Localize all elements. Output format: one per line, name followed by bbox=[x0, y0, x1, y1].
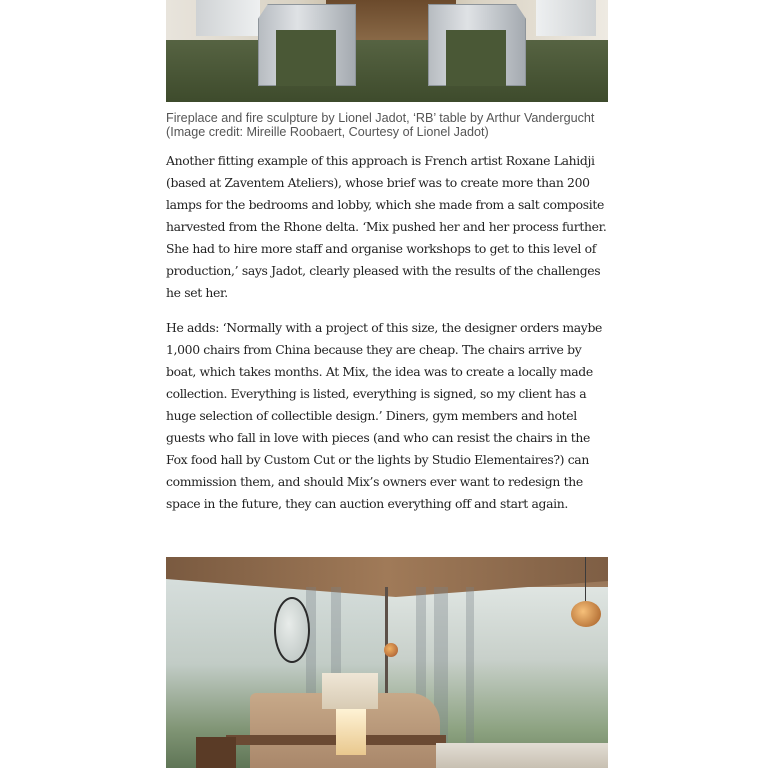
photo-lamp-cord bbox=[585, 557, 586, 603]
photo-floor bbox=[166, 40, 608, 102]
caption-credit: (Image credit: Mireille Roobaert, Courtesy of Lionel Jadot) bbox=[166, 124, 489, 139]
fireplace-photo bbox=[166, 0, 608, 102]
photo-table-lamp bbox=[336, 707, 366, 755]
photo-bench-left bbox=[196, 0, 260, 36]
article-paragraph-2: He adds: ‘Normally with a project of this size, the designer orders maybe 1,000 chairs from China because they are cheap. The chairs arrive by boat, which takes months. At Mix, the idea was to create a locally made collection. Everything is listed, everything is signed, so my client has a huge selection of collectible design.’ Diners, gym members and hotel guests who fall in love with pieces (and who can resist the chairs in the Fox food hall by Custom Cut or the lights by Studio Elementaires?) can commission them, and should Mix’s owners ever want to redesign the space in the future, they can auction everything off and start again. bbox=[166, 320, 603, 511]
article-paragraph-1: Another fitting example of this approach is French artist Roxane Lahidji (based at Zaventem Ateliers), whose brief was to create more than 200 lamps for the bedrooms and lobby, which she made from a salt composite harvested from the Rhone delta. ‘Mix pushed her and her process further. She had to hire more staff and organise workshops to get to this level of production,’ says Jadot, clearly pleased with the results of the challenges he set her. bbox=[166, 153, 607, 300]
photo-lamp-shade bbox=[322, 673, 378, 709]
bedroom-photo bbox=[166, 557, 608, 768]
photo-chair bbox=[196, 737, 236, 768]
photo-bench-right bbox=[536, 0, 596, 36]
photo-table-gap-right bbox=[446, 30, 506, 86]
photo-table-gap-left bbox=[276, 30, 336, 86]
photo-pendant-lamp-small bbox=[384, 643, 398, 657]
photo-pendant-lamp bbox=[571, 601, 601, 627]
article-column bbox=[166, 0, 608, 528]
photo-bed bbox=[436, 743, 608, 768]
image-caption bbox=[166, 112, 608, 139]
article-body bbox=[166, 150, 608, 515]
photo-round-mirror bbox=[274, 597, 310, 663]
photo-curtain bbox=[466, 587, 474, 767]
caption-description: Fireplace and fire sculpture by Lionel Jadot, ‘RB’ table by Arthur Vandergucht bbox=[166, 111, 595, 125]
